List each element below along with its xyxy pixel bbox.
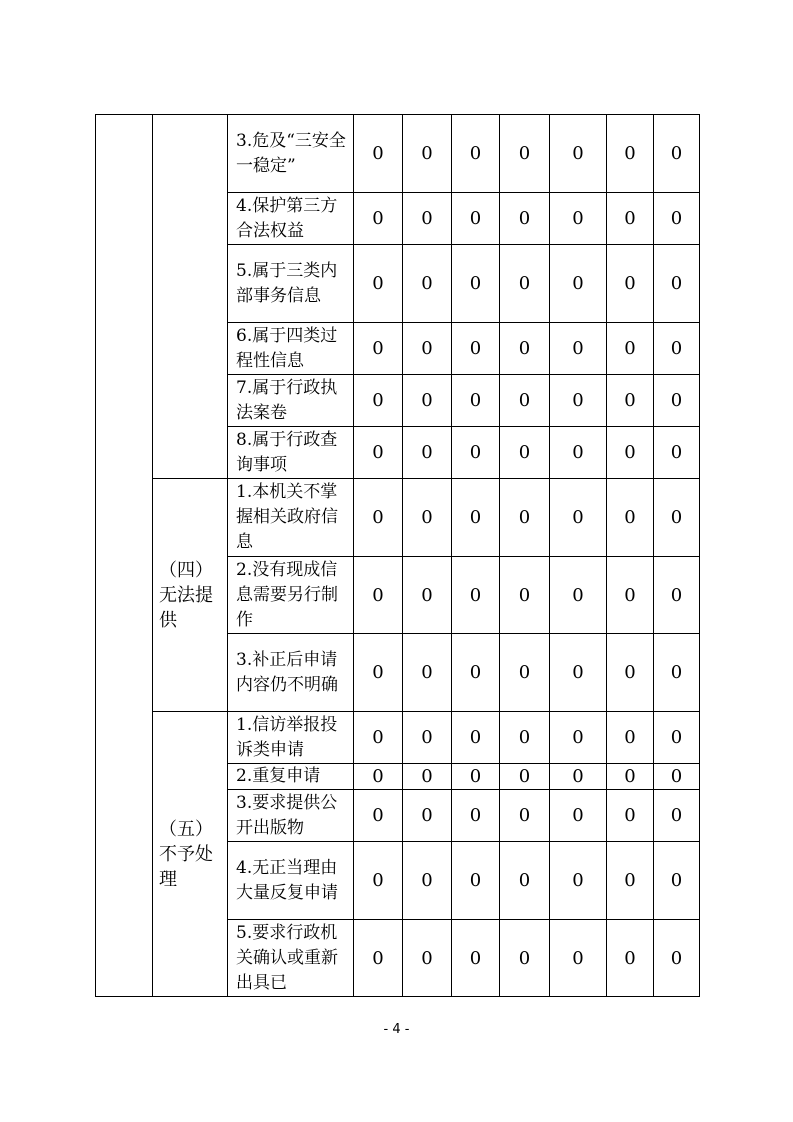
value-cell: 0 [654, 557, 700, 634]
value-cell: 0 [550, 375, 607, 427]
table-row [96, 712, 700, 764]
value-cell: 0 [550, 323, 607, 375]
value-cell: 0 [607, 634, 654, 712]
value-cell: 0 [403, 790, 452, 842]
value-cell: 0 [452, 712, 500, 764]
value-cell: 0 [500, 712, 550, 764]
value-cell: 0 [354, 790, 403, 842]
value-cell: 0 [654, 764, 700, 790]
value-cell: 0 [607, 375, 654, 427]
value-cell: 0 [607, 790, 654, 842]
value-cell: 0 [654, 712, 700, 764]
value-cell: 0 [403, 323, 452, 375]
value-cell: 0 [607, 842, 654, 920]
value-cell: 0 [354, 375, 403, 427]
value-cell: 0 [500, 323, 550, 375]
row-label: 8.属于行政查询事项 [228, 427, 354, 479]
page-number: - 4 - [383, 1022, 410, 1037]
table-row [96, 115, 700, 193]
group-label-four: （四）无法提供 [153, 479, 228, 712]
value-cell: 0 [500, 790, 550, 842]
value-cell: 0 [500, 764, 550, 790]
value-cell: 0 [354, 842, 403, 920]
value-cell: 0 [607, 245, 654, 323]
value-cell: 0 [354, 193, 403, 245]
row-label: 6.属于四类过程性信息 [228, 323, 354, 375]
value-cell: 0 [452, 764, 500, 790]
value-cell: 0 [607, 479, 654, 557]
value-cell: 0 [500, 842, 550, 920]
value-cell: 0 [654, 245, 700, 323]
row-label: 7.属于行政执法案卷 [228, 375, 354, 427]
value-cell: 0 [607, 115, 654, 193]
row-label: 3.要求提供公开出版物 [228, 790, 354, 842]
value-cell: 0 [550, 427, 607, 479]
value-cell: 0 [354, 764, 403, 790]
value-cell: 0 [403, 842, 452, 920]
value-cell: 0 [354, 479, 403, 557]
value-cell: 0 [403, 245, 452, 323]
value-cell: 0 [654, 375, 700, 427]
value-cell: 0 [654, 634, 700, 712]
value-cell: 0 [354, 245, 403, 323]
value-cell: 0 [500, 557, 550, 634]
value-cell: 0 [654, 323, 700, 375]
value-cell: 0 [550, 764, 607, 790]
value-cell: 0 [654, 842, 700, 920]
value-cell: 0 [500, 193, 550, 245]
value-cell: 0 [500, 479, 550, 557]
value-cell: 0 [354, 323, 403, 375]
value-cell: 0 [550, 842, 607, 920]
category-cell [96, 115, 153, 997]
row-label: 2.没有现成信息需要另行制作 [228, 557, 354, 634]
value-cell: 0 [452, 375, 500, 427]
value-cell: 0 [452, 245, 500, 323]
value-cell: 0 [452, 790, 500, 842]
value-cell: 0 [403, 479, 452, 557]
value-cell: 0 [403, 764, 452, 790]
value-cell: 0 [550, 634, 607, 712]
value-cell: 0 [403, 193, 452, 245]
value-cell: 0 [607, 712, 654, 764]
value-cell: 0 [500, 634, 550, 712]
row-label: 5.要求行政机关确认或重新出具已 [228, 920, 354, 997]
value-cell: 0 [654, 920, 700, 997]
value-cell: 0 [452, 115, 500, 193]
value-cell: 0 [550, 557, 607, 634]
value-cell: 0 [607, 920, 654, 997]
value-cell: 0 [550, 790, 607, 842]
value-cell: 0 [452, 634, 500, 712]
value-cell: 0 [607, 427, 654, 479]
value-cell: 0 [403, 920, 452, 997]
value-cell: 0 [654, 790, 700, 842]
group-label-five: （五）不予处理 [153, 712, 228, 997]
value-cell: 0 [607, 764, 654, 790]
value-cell: 0 [452, 479, 500, 557]
value-cell: 0 [500, 920, 550, 997]
value-cell: 0 [500, 115, 550, 193]
value-cell: 0 [607, 323, 654, 375]
row-label: 3.补正后申请内容仍不明确 [228, 634, 354, 712]
row-label: 1.信访举报投诉类申请 [228, 712, 354, 764]
value-cell: 0 [654, 479, 700, 557]
value-cell: 0 [403, 712, 452, 764]
row-label: 2.重复申请 [228, 764, 354, 790]
value-cell: 0 [354, 115, 403, 193]
value-cell: 0 [403, 557, 452, 634]
value-cell: 0 [452, 427, 500, 479]
value-cell: 0 [403, 634, 452, 712]
table-row [96, 479, 700, 557]
value-cell: 0 [550, 479, 607, 557]
value-cell: 0 [654, 193, 700, 245]
value-cell: 0 [354, 920, 403, 997]
value-cell: 0 [550, 920, 607, 997]
value-cell: 0 [500, 427, 550, 479]
value-cell: 0 [654, 427, 700, 479]
value-cell: 0 [452, 323, 500, 375]
value-cell: 0 [452, 842, 500, 920]
row-label: 1.本机关不掌握相关政府信息 [228, 479, 354, 557]
value-cell: 0 [403, 375, 452, 427]
value-cell: 0 [500, 245, 550, 323]
value-cell: 0 [452, 557, 500, 634]
value-cell: 0 [550, 245, 607, 323]
row-label: 3.危及“三安全一稳定” [228, 115, 354, 193]
row-label: 5.属于三类内部事务信息 [228, 245, 354, 323]
value-cell: 0 [452, 920, 500, 997]
value-cell: 0 [654, 115, 700, 193]
value-cell: 0 [550, 193, 607, 245]
value-cell: 0 [607, 193, 654, 245]
value-cell: 0 [354, 427, 403, 479]
value-cell: 0 [500, 375, 550, 427]
value-cell: 0 [550, 712, 607, 764]
value-cell: 0 [354, 634, 403, 712]
value-cell: 0 [550, 115, 607, 193]
value-cell: 0 [403, 427, 452, 479]
value-cell: 0 [403, 115, 452, 193]
value-cell: 0 [354, 712, 403, 764]
value-cell: 0 [452, 193, 500, 245]
value-cell: 0 [354, 557, 403, 634]
statistics-table [95, 114, 700, 997]
row-label: 4.保护第三方合法权益 [228, 193, 354, 245]
value-cell: 0 [607, 557, 654, 634]
row-label: 4.无正当理由大量反复申请 [228, 842, 354, 920]
group-cell-blank [153, 115, 228, 479]
